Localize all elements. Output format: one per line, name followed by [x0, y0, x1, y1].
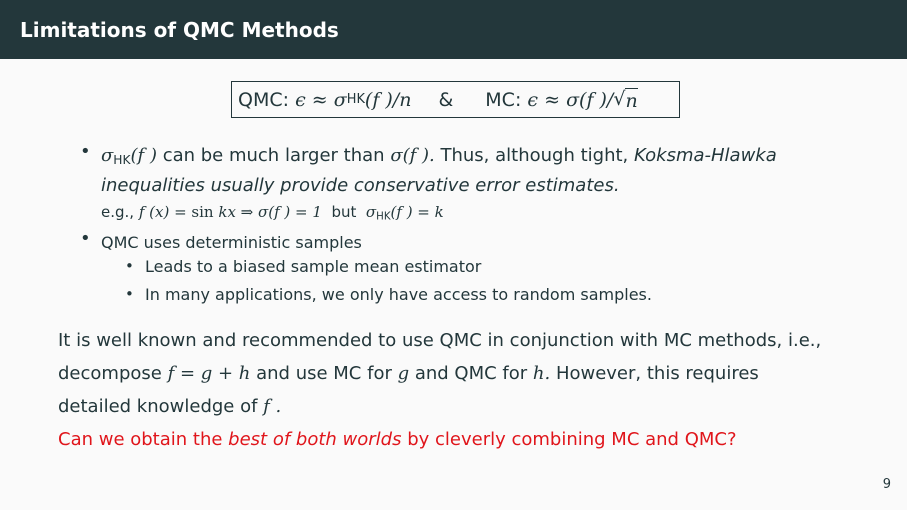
- eg-math4: (f ) = k: [390, 203, 444, 221]
- p2a: decompose: [58, 363, 168, 384]
- page-number: 9: [882, 477, 891, 492]
- eg-math2: kx ⇒ σ(f ) = 1: [218, 203, 322, 221]
- ampersand: &: [438, 88, 454, 111]
- b1-sigma-sub: HK: [113, 153, 131, 168]
- p2-math2: g: [397, 363, 410, 384]
- error-formula-box: [231, 81, 680, 118]
- b1-text-a: can be much larger than: [156, 145, 391, 166]
- eg-sub: HK: [376, 211, 391, 223]
- eg-prefix: e.g.,: [101, 203, 139, 221]
- example-line: [101, 203, 444, 223]
- p2b: and use MC for: [250, 363, 398, 384]
- b1-text-b: Thus, although tight,: [434, 145, 634, 166]
- subbullet-2-marker: •: [125, 285, 134, 303]
- eg-but: but: [321, 203, 366, 221]
- subbullet-1-text: Leads to a biased sample mean estimator: [145, 257, 482, 276]
- bullet-1-marker: •: [80, 141, 91, 162]
- qmc-approx: ≈: [311, 88, 328, 111]
- sqrt-expression: [613, 88, 637, 112]
- bullet-1-line2: inequalities usually provide conservative error estimates.: [101, 175, 620, 196]
- subbullet-1-marker: •: [125, 257, 134, 275]
- qmc-epsilon: ϵ: [295, 88, 306, 111]
- eg-sin: sin: [191, 203, 219, 221]
- para-line-2: [58, 357, 878, 390]
- p2-math1: f = g + h: [167, 363, 251, 384]
- slide-title: Limitations of QMC Methods: [0, 0, 907, 59]
- eg-math3: σ: [365, 203, 377, 221]
- p3-math: f .: [263, 396, 282, 417]
- qmc-rest: (f )/n: [364, 88, 412, 111]
- qmc-sigma-sub: HK: [346, 92, 365, 107]
- sqrt-argument: n: [625, 89, 638, 112]
- b1-sigma: σ: [101, 145, 114, 166]
- bullet-1-line1: [101, 141, 861, 175]
- b1-sigma2: σ(f ).: [390, 145, 435, 166]
- sqrt-sign: √: [613, 87, 626, 110]
- b1-italic-a: Koksma-Hlawka: [633, 145, 777, 166]
- hl-italic: best of both worlds: [228, 429, 402, 450]
- p2-math3: h.: [532, 363, 551, 384]
- mc-epsilon: ϵ: [527, 88, 539, 111]
- qmc-label: QMC:: [238, 88, 290, 111]
- hl-a: Can we obtain the: [58, 429, 229, 450]
- hl-b: by cleverly combining MC and QMC?: [401, 429, 737, 450]
- p2c: and QMC for: [409, 363, 533, 384]
- highlight-question: [58, 429, 737, 450]
- bullet-2-text: QMC uses deterministic samples: [101, 233, 362, 252]
- p2d: However, this requires: [550, 363, 759, 384]
- bullet-2-marker: •: [80, 228, 91, 249]
- p3a: detailed knowledge of: [58, 396, 264, 417]
- mc-approx: ≈: [544, 88, 561, 111]
- b1-f: (f ): [130, 145, 157, 166]
- para-line-3: [58, 390, 878, 423]
- subbullet-2-text: In many applications, we only have access to random samples.: [145, 285, 652, 304]
- body-paragraph: [58, 324, 878, 423]
- mc-sigma: σ(f )/: [566, 88, 614, 111]
- qmc-sigma: σ: [333, 88, 347, 111]
- para-line-1: It is well known and recommended to use QMC in conjunction with MC methods, i.e.,: [58, 330, 822, 351]
- mc-label: MC:: [485, 88, 522, 111]
- eg-math1: f (x) =: [138, 203, 192, 221]
